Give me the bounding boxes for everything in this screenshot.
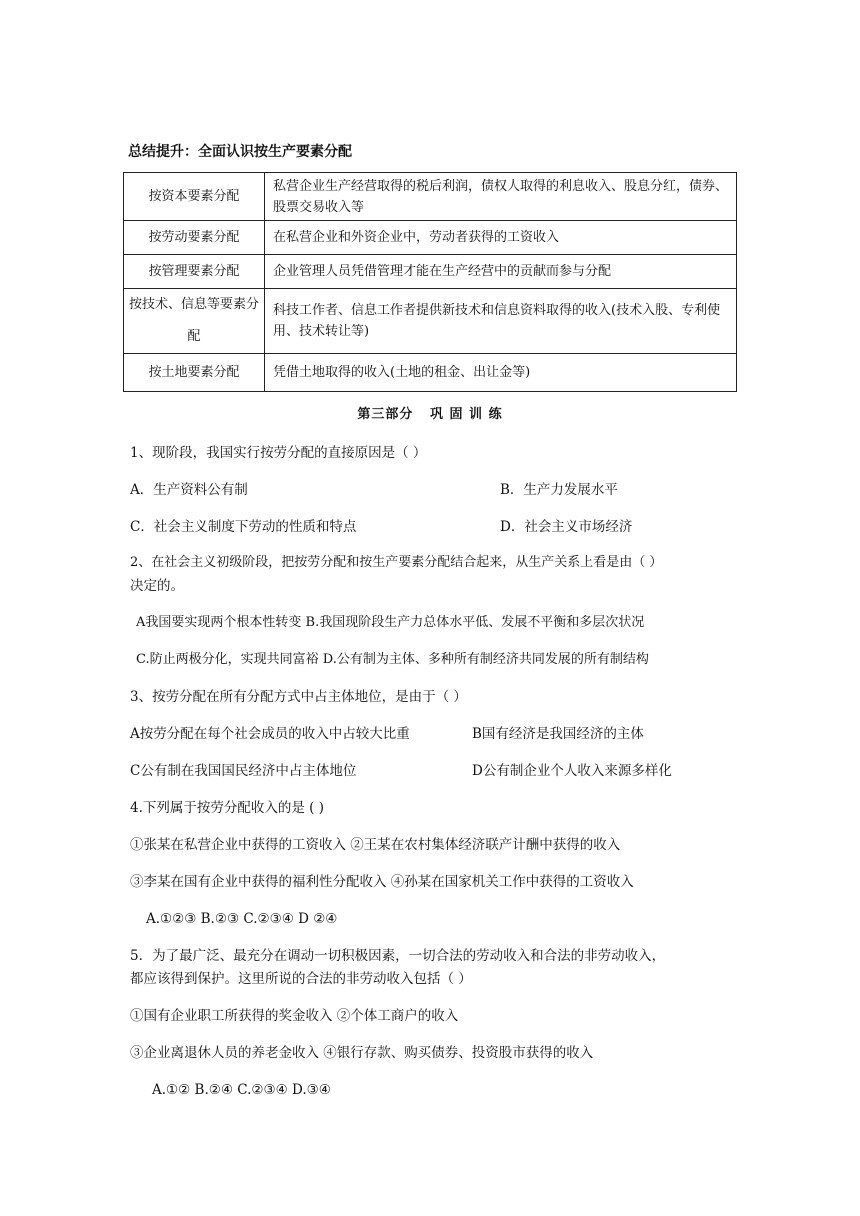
factor-name: 按资本要素分配 [124,173,265,221]
factor-description: 私营企业生产经营取得的税后利润，债权人取得的利息收入、股息分红，债券、股票交易收入等 [265,173,737,221]
question-4-items-1-2: ①张某在私营企业中获得的工资收入 ②王某在农村集体经济联产计酬中获得的收入 [130,837,621,853]
factor-name: 按技术、信息等要素分配 [124,289,265,354]
question-4-options: A.①②③ B.②③ C.②③④ D ②④ [146,911,338,927]
question-2-options-ab: A我国要实现两个根本性转变 B.我国现阶段生产力总体水平低、发展不平衡和多层次状况 [136,615,645,630]
table-row [124,221,737,255]
question-1-stem: 1、现阶段，我国实行按劳分配的直接原因是（ ） [130,445,427,461]
factor-name: 按劳动要素分配 [124,221,265,255]
question-1-option-d: D．社会主义市场经济 [500,519,633,535]
question-5-options: A.①② B.②④ C.②③④ D.③④ [152,1082,331,1098]
question-1-option-a: A．生产资料公有制 [130,482,248,498]
table-row [124,289,737,354]
question-5-stem-cont: 都应该得到保护。这里所说的合法的非劳动收入包括（ ） [130,971,472,987]
question-3-option-b: B国有经济是我国经济的主体 [472,726,644,742]
factor-description: 企业管理人员凭借管理才能在生产经营中的贡献而参与分配 [265,255,737,289]
factor-description: 凭借土地取得的收入(土地的租金、出让金等) [265,354,737,392]
question-4-items-3-4: ③李某在国有企业中获得的福利性分配收入 ④孙某在国家机关工作中获得的工资收入 [130,874,634,890]
question-3-option-c: C公有制在我国国民经济中占主体地位 [130,763,357,779]
question-2-options-cd: C.防止两极分化，实现共同富裕 D.公有制为主体、多种所有制经济共同发展的所有制结构 [136,652,649,667]
question-3-stem: 3、按劳分配在所有分配方式中占主体地位，是由于（ ） [130,689,467,705]
factor-description: 科技工作者、信息工作者提供新技术和信息资料取得的收入(技术入股、专利使用、技术转让等) [265,289,737,354]
question-3-option-d: D公有制企业个人收入来源多样化 [472,763,672,779]
question-1-option-b: B．生产力发展水平 [500,482,618,498]
question-5-items-1-2: ①国有企业职工所获得的奖金收入 ②个体工商户的收入 [130,1008,459,1024]
question-2-stem-cont: 决定的。 [130,578,184,594]
question-5-stem: 5．为了最广泛、最充分在调动一切积极因素，一切合法的劳动收入和合法的非劳动收入， [130,948,666,964]
question-4-stem: 4.下列属于按劳分配收入的是 ( ) [130,800,324,816]
factor-name: 按土地要素分配 [124,354,265,392]
table-row [124,255,737,289]
part-three-title: 第三部分 巩 固 训 练 [357,407,503,422]
table-row [124,354,737,392]
distribution-factors-table [123,172,737,392]
question-3-option-a: A按劳分配在每个社会成员的收入中占较大比重 [130,726,410,742]
question-1-option-c: C．社会主义制度下劳动的性质和特点 [130,519,357,535]
question-2-stem: 2、在社会主义初级阶段，把按劳分配和按生产要素分配结合起来，从生产关系上看是由（ ） [130,555,663,570]
summary-title: 总结提升：全面认识按生产要素分配 [128,144,352,160]
factor-description: 在私营企业和外资企业中，劳动者获得的工资收入 [265,221,737,255]
table-row [124,173,737,221]
question-5-items-3-4: ③企业离退休人员的养老金收入 ④银行存款、购买债券、投资股市获得的收入 [130,1045,594,1061]
factor-name: 按管理要素分配 [124,255,265,289]
